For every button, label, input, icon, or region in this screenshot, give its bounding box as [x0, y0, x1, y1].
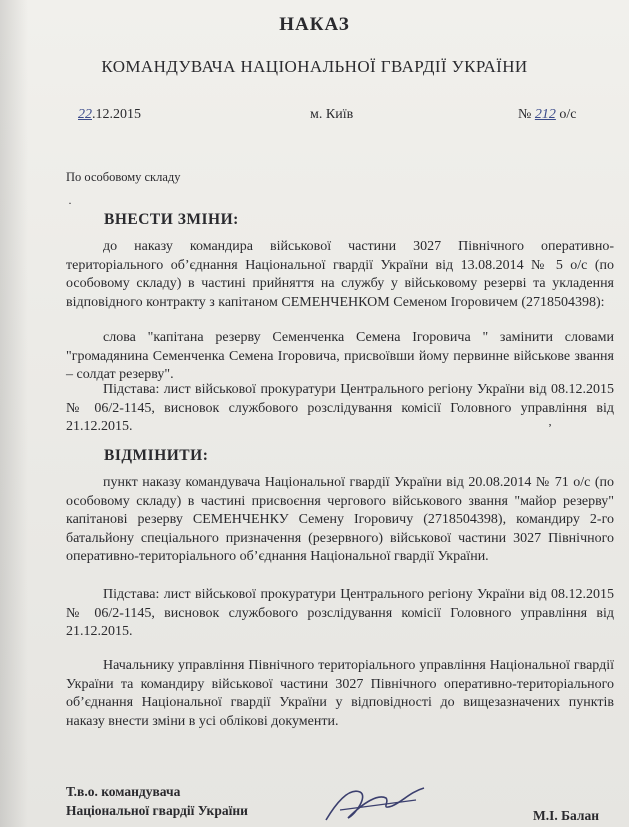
order-number-prefix: №	[518, 107, 532, 122]
order-date-day: 22	[78, 107, 92, 122]
amend-paragraph-2: слова "капітана резерву Семенченка Семена Ігоровича " замінити словами "громадянина Семенченка Семена Ігоровича, присвоївши йому первинне військове звання – солдат резерву".	[66, 330, 614, 383]
order-city: м. Київ	[310, 107, 354, 122]
order-number-suffix: о/с	[559, 107, 577, 122]
handwritten-signature	[320, 780, 430, 827]
order-number	[518, 107, 576, 123]
cancel-paragraph-1: пункт наказу командувача Національної гвардії України від 20.08.2014 № 71 о/с (по особовому складу) в частині присвоєння чергового військового звання "майор резерву" капітанові резерву СЕМЕНЧЕНКУ Семену Ігоровичу (2718504398), командиру 2-го батальйону спеціального призначення (резервного) військової частини 3027 Північного оперативно-територіального об’єднання Національної гвардії України.	[66, 475, 614, 565]
ink-dot: ·	[68, 196, 72, 210]
order-date	[78, 107, 141, 123]
document-subtitle: КОМАНДУВАЧА НАЦІОНАЛЬНОЇ ГВАРДІЇ УКРАЇНИ	[101, 57, 528, 76]
order-number-value: 212	[534, 107, 556, 122]
signatory-title-line1: Т.в.о. командувача	[66, 784, 181, 799]
section-heading-amend: ВНЕСТИ ЗМІНИ:	[104, 211, 239, 228]
section-heading-cancel: ВІДМІНИТИ:	[104, 447, 209, 464]
ink-mark: ‚	[548, 414, 552, 428]
order-date-rest: .12.2015	[92, 107, 141, 122]
amend-basis: Підстава: лист військової прокуратури Центрального регіону України від 08.12.2015 № 06/2-1145, висновок службового розслідування комісії Головного управління від 21.12.2015.	[66, 382, 614, 435]
closing-paragraph: Начальнику управління Північного територіального управління Національної гвардії України та командиру військової частини 3027 Північного оперативно-територіального об’єднання Національної гвардії України у відповідності до вищезазначених пунктів наказу внести зміни в усі облікові документи.	[66, 658, 614, 729]
order-reference: По особовому складу	[66, 170, 181, 184]
page-shadow	[0, 0, 28, 827]
signatory-name: М.І. Балан	[533, 808, 600, 823]
signatory-title-line2: Національної гвардії України	[66, 803, 248, 818]
cancel-basis: Підстава: лист військової прокуратури Центрального регіону України від 08.12.2015 № 06/2-1145, висновок службового розслідування комісії Головного управління від 21.12.2015.	[66, 587, 614, 640]
document-title: НАКАЗ	[279, 14, 350, 35]
amend-paragraph-1: до наказу командира військової частини 3027 Північного оперативно-територіального об’єднання Національної гвардії України від 13.08.2014 № 5 о/с (по особовому складу) в частині прийняття на службу у військовому резерві та укладення відповідного контракту з капітаном СЕМЕНЧЕНКОМ Семеном Ігоровичем (2718504398):	[66, 239, 614, 310]
